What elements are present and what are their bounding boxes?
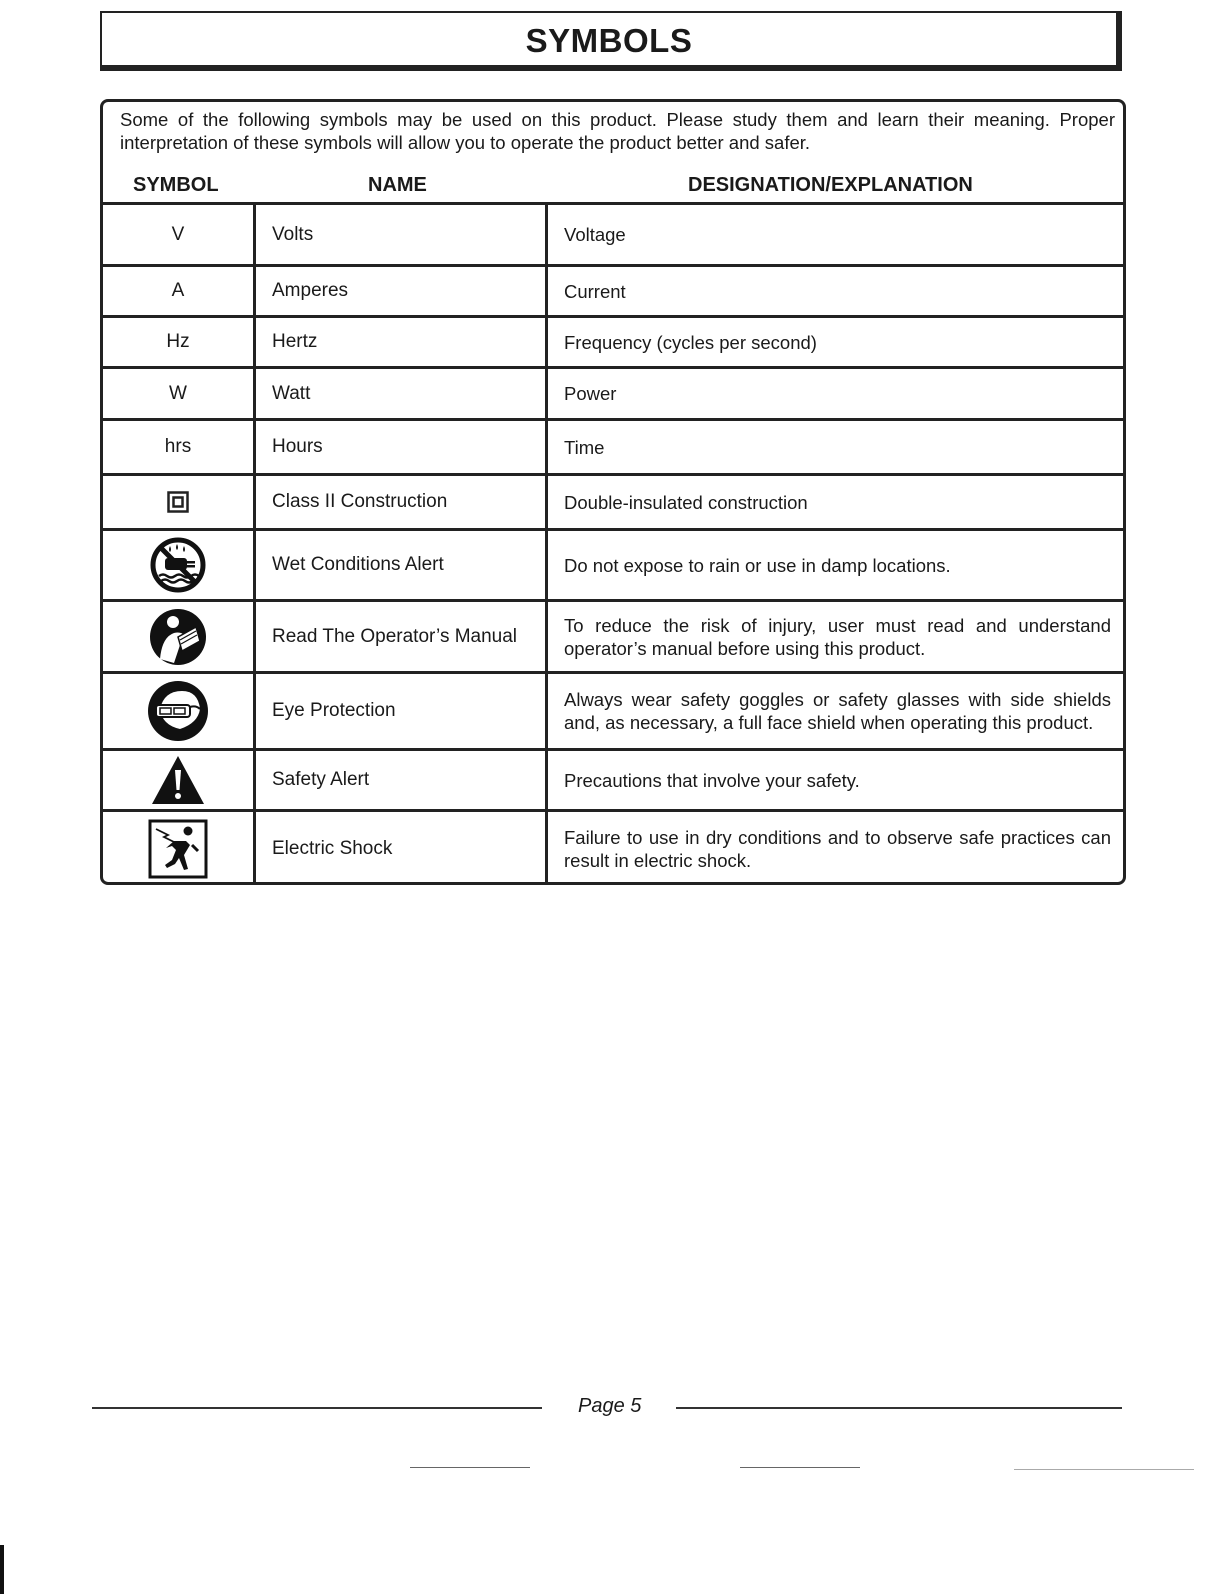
table-row	[103, 418, 1123, 473]
name-cell: Amperes	[253, 267, 545, 315]
name-cell: Electric Shock	[253, 812, 545, 885]
intro-paragraph: Some of the following symbols may be used on this product. Please study them and learn their meaning. Proper interpretation of these symbols will allow you to operate the product better and safer.	[120, 109, 1115, 153]
page-number: Page 5	[578, 1395, 642, 1417]
designation-text: Power	[564, 383, 617, 404]
symbol-cell	[103, 751, 253, 809]
page-title: SYMBOLS	[525, 22, 693, 59]
designation-cell	[545, 531, 1123, 599]
name-cell: Class II Construction	[253, 476, 545, 528]
table-row	[103, 366, 1123, 418]
header-name: NAME	[368, 174, 427, 196]
class-ii-construction-icon	[167, 491, 189, 513]
table-row	[103, 473, 1123, 528]
name-cell: Hours	[253, 421, 545, 473]
symbol-cell: V	[171, 223, 185, 245]
designation-cell	[545, 205, 1123, 264]
designation-text: Failure to use in dry conditions and to observe safe practices can result in electric shock.	[564, 826, 1111, 871]
name-cell: Hertz	[253, 318, 545, 366]
designation-cell	[545, 369, 1123, 418]
symbols-panel	[100, 99, 1126, 885]
scan-edge-mark	[0, 1545, 4, 1594]
scan-artifact	[740, 1467, 860, 1468]
symbol-cell: Hz	[166, 331, 190, 352]
designation-cell	[545, 674, 1123, 748]
safety-alert-icon	[150, 754, 206, 806]
header-designation: DESIGNATION/EXPLANATION	[688, 174, 973, 196]
designation-text: Time	[564, 436, 605, 458]
designation-text: Do not expose to rain or use in damp locations.	[564, 554, 951, 576]
title-banner	[100, 11, 1122, 71]
designation-cell	[545, 476, 1123, 528]
symbol-cell: W	[169, 382, 187, 404]
symbol-cell: A	[171, 280, 185, 301]
scan-artifact	[410, 1467, 530, 1468]
table-row	[103, 809, 1123, 885]
designation-cell	[545, 812, 1123, 885]
symbol-cell: hrs	[164, 436, 192, 457]
table-row	[103, 264, 1123, 315]
designation-text: To reduce the risk of injury, user must read and understand operator’s manual before using this product.	[564, 614, 1111, 659]
name-cell: Read The Operator’s Manual	[253, 602, 545, 671]
table-row	[103, 748, 1123, 809]
table-row	[103, 202, 1123, 264]
designation-text: Current	[564, 280, 626, 302]
footer-rule-left	[92, 1407, 542, 1409]
symbol-cell	[103, 531, 253, 599]
table-row	[103, 315, 1123, 366]
wet-conditions-icon	[149, 536, 207, 594]
designation-text: Double-insulated construction	[564, 491, 808, 513]
designation-cell	[545, 421, 1123, 473]
name-cell: Safety Alert	[253, 751, 545, 809]
symbol-cell	[103, 812, 253, 885]
name-cell: Wet Conditions Alert	[253, 531, 545, 599]
designation-text: Always wear safety goggles or safety glasses with side shields and, as necessary, a full face shield when operating this product.	[564, 689, 1111, 733]
name-cell: Watt	[253, 369, 545, 418]
designation-text: Precautions that involve your safety.	[564, 769, 860, 791]
electric-shock-icon	[148, 819, 208, 879]
designation-cell	[545, 751, 1123, 809]
name-cell: Eye Protection	[253, 674, 545, 748]
symbol-cell	[103, 674, 253, 748]
designation-text: Frequency (cycles per second)	[564, 331, 817, 353]
symbol-cell	[103, 476, 253, 528]
table-row	[103, 599, 1123, 671]
table-row	[103, 671, 1123, 748]
designation-cell	[545, 267, 1123, 315]
designation-cell	[545, 602, 1123, 671]
designation-cell	[545, 318, 1123, 366]
designation-text: Voltage	[564, 224, 626, 245]
footer-rule-right	[676, 1407, 1122, 1409]
name-cell: Volts	[253, 205, 545, 264]
read-manual-icon	[148, 607, 208, 667]
table-row	[103, 528, 1123, 599]
header-symbol: SYMBOL	[133, 174, 219, 196]
scan-artifact	[1014, 1469, 1194, 1470]
symbol-cell	[103, 602, 253, 671]
eye-protection-icon	[146, 679, 210, 743]
